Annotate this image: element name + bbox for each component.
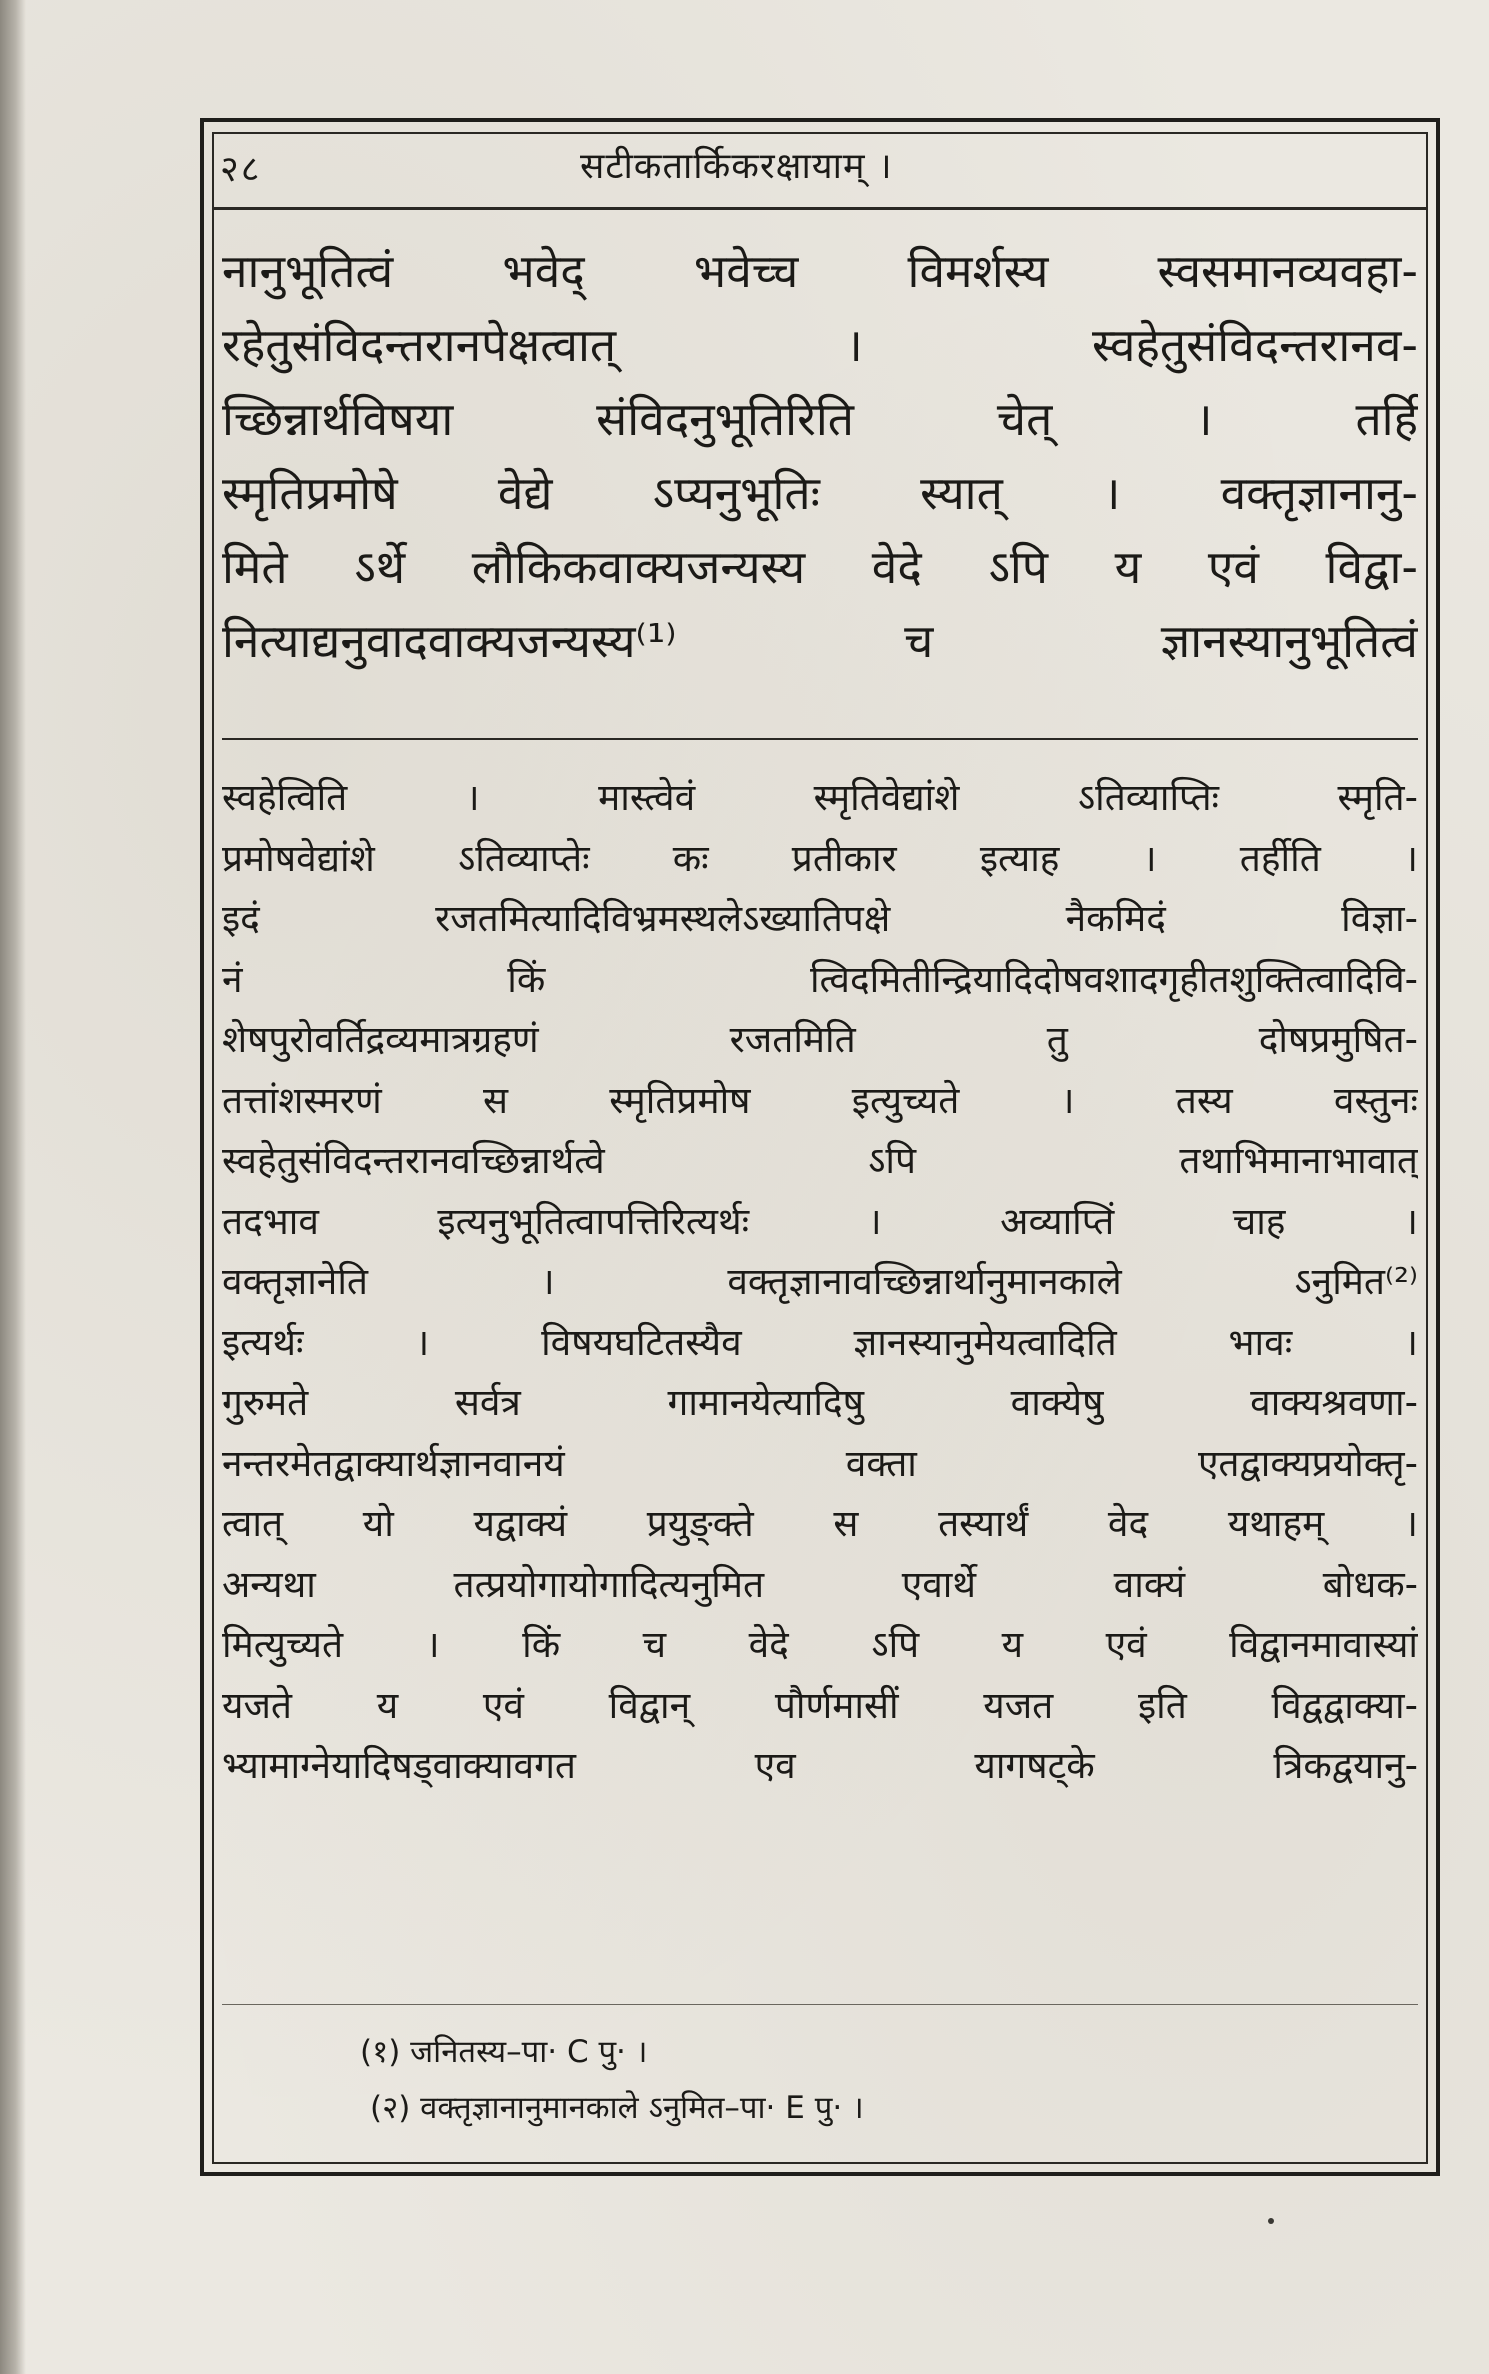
main-text-line: नित्याद्यनुवादवाक्यजन्यस्य⁽¹⁾ च ज्ञानस्यानुभूतित्वं xyxy=(222,614,1418,668)
commentary-line: नन्तरमेतद्वाक्यार्थज्ञानवानयं वक्ता एतद्वाक्यप्रयोक्तृ- xyxy=(222,1441,1418,1485)
main-text-line: नानुभूतित्वं भवेद् भवेच्च विमर्शस्य स्वसमानव्यवहा- xyxy=(222,244,1418,298)
commentary-line: वक्तृज्ञानेति । वक्तृज्ञानावच्छिन्नार्थानुमानकाले ऽनुमित⁽²⁾ xyxy=(222,1260,1418,1303)
commentary-line: यजते य एवं विद्वान् पौर्णमासीं यजत इति विद्वद्वाक्या- xyxy=(222,1683,1418,1727)
print-speck xyxy=(1268,2218,1274,2224)
commentary-line: तदभाव इत्यनुभूतित्वापत्तिरित्यर्थः । अव्याप्तिं चाह । xyxy=(222,1199,1418,1243)
commentary-line: अन्यथा तत्प्रयोगायोगादित्यनुमित एवार्थे वाक्यं बोधक- xyxy=(222,1562,1418,1606)
running-title: सटीकतार्किकरक्षायाम् । xyxy=(580,146,893,187)
commentary-line: शेषपुरोवर्तिद्रव्यमात्रग्रहणं रजतमिति तु दोषप्रमुषित- xyxy=(222,1018,1418,1061)
commentary-block xyxy=(222,768,1418,1797)
main-text-line: रहेतुसंविदन्तरानपेक्षत्वात् । स्वहेतुसंविदन्तरानव- xyxy=(222,318,1418,372)
main-text-line: मिते ऽर्थे लौकिकवाक्यजन्यस्य वेदे ऽपि य एवं विद्वा- xyxy=(222,540,1418,594)
page-binding-shadow xyxy=(0,0,26,2374)
commentary-line: इदं रजतमित्यादिविभ्रमस्थलेऽख्यातिपक्षे नैकमिदं विज्ञा- xyxy=(222,897,1418,940)
commentary-line: इत्यर्थः । विषयघटितस्यैव ज्ञानस्यानुमेयत्वादिति भावः । xyxy=(222,1320,1418,1364)
footnotes xyxy=(360,2024,1360,2136)
footnote: (२) वक्तृज्ञानानुमानकाले ऽनुमित–पा· E पु· । xyxy=(370,2090,864,2126)
commentary-line: भ्यामाग्नेयादिषड्वाक्यावगत एव यागषट्के त्रिकद्वयानु- xyxy=(222,1744,1418,1787)
main-text-line: स्मृतिप्रमोषे वेद्ये ऽप्यनुभूतिः स्यात् । वक्तृज्ञानानु- xyxy=(222,466,1418,520)
main-text-block xyxy=(222,234,1418,678)
page-number: २८ xyxy=(220,149,262,190)
commentary-line: स्वहेत्विति । मास्त्वेवं स्मृतिवेद्यांशे ऽतिव्याप्तिः स्मृति- xyxy=(222,776,1418,819)
main-text-line: च्छिन्नार्थविषया संविदनुभूतिरिति चेत् । तर्हि xyxy=(222,392,1418,446)
commentary-line: स्वहेतुसंविदन्तरानवच्छिन्नार्थत्वे ऽपि तथाभिमानाभावात् xyxy=(222,1139,1418,1182)
footnote-divider xyxy=(222,2004,1418,2005)
commentary-line: तत्तांशस्मरणं स स्मृतिप्रमोष इत्युच्यते । तस्य वस्तुनः xyxy=(222,1078,1418,1122)
commentary-line: प्रमोषवेद्यांशे ऽतिव्याप्तेः कः प्रतीकार इत्याह । तर्हीति । xyxy=(222,836,1418,880)
footnote: (१) जनितस्य–पा· C पु· । xyxy=(360,2034,648,2070)
text-commentary-divider xyxy=(222,738,1418,740)
commentary-line: गुरुमते सर्वत्र गामानयेत्यादिषु वाक्येषु वाक्यश्रवणा- xyxy=(222,1381,1418,1424)
commentary-line: मित्युच्यते । किं च वेदे ऽपि य एवं विद्वानमावास्यां xyxy=(222,1623,1418,1666)
commentary-line: नं किं त्विदमितीन्द्रियादिदोषवशादगृहीतशुक्तित्वादिवि- xyxy=(222,957,1418,1001)
commentary-line: त्वात् यो यद्वाक्यं प्रयुङ्क्ते स तस्यार्थं वेद यथाहम् । xyxy=(222,1502,1418,1545)
